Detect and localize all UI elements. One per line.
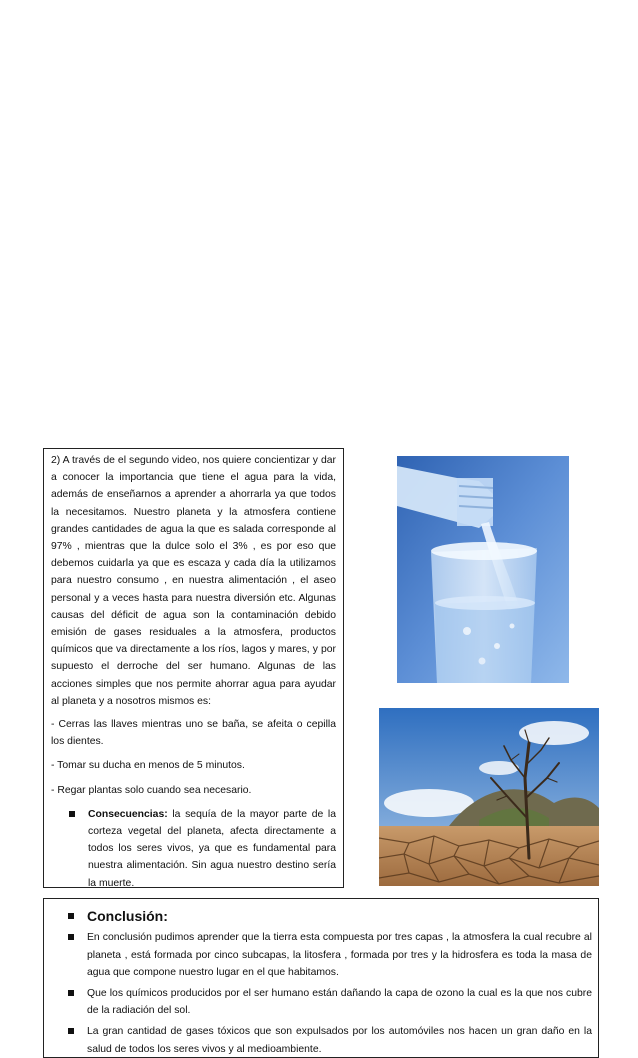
conclusion-item-2: Que los químicos producidos por el ser humano están dañando la capa de ozono la cual es la que nos cubre de la radiación del sol. bbox=[87, 985, 592, 1020]
conclusion-item-3: La gran cantidad de gases tóxicos que son expulsados por los automóviles nos hacen un gran daño en la salud de todos los seres vivos y al medioambiente. bbox=[87, 1023, 592, 1058]
conclusion-box bbox=[43, 898, 599, 1058]
section2-intro: 2) A través de el segundo video, nos quiere concientizar y dar a conocer la importancia que tiene el agua para la vida, además de enseñarnos a aprender a ahorrarla ya que todos la necesitamos. Nuestro planeta y la atmosfera contiene grandes cantidades de agua la que es salada corresponde al 97% , mientras que la dulce solo el 3% , es por eso que debemos cuidarla ya que es escaza y cada día la utilizamos para nuestro consumo , en nuestra alimentación , el aseo personal y a veces hasta para nuestra diversión etc. Algunas causas del déficit de agua son la contaminación debido emisión de gases residuales a la atmosfera, productos químicos que va directamente a los ríos, lagos y mares, y por supuesto el derroche del ser humano. Algunas de las acciones simples que nos permite ahorrar agua para ayudar al planeta y a nosotros mismos es: bbox=[51, 455, 336, 707]
consequences-item bbox=[88, 806, 336, 892]
consequences-label: Consecuencias: bbox=[88, 808, 168, 820]
consequences-text: la sequía de la mayor parte de la corteza vegetal del planeta, afecta directamente a todos los seres vivos, ya que es fundamental para nuestra alimentación. Sin agua nuestro destino sería la muerte. bbox=[88, 808, 336, 889]
conclusion-item-1: En conclusión pudimos aprender que la tierra esta compuesta por tres capas , la atmosfera la cual recubre al planeta , está formada por cinco subcapas, la litosfera , formada por tres y la hidrosfera es toda la masa de agua que compone nuestro lugar en el que habitamos. bbox=[87, 929, 592, 982]
action-item-1: - Cerras las llaves mientras uno se baña, se afeita o cepilla los dientes. bbox=[51, 719, 336, 748]
conclusion-heading: Conclusión: bbox=[87, 906, 592, 926]
conclusion-list bbox=[50, 906, 592, 1058]
water-section-box bbox=[43, 448, 344, 888]
action-item-3: - Regar plantas solo cuando sea necesario. bbox=[51, 784, 252, 796]
dry-tree-drought-image bbox=[379, 708, 599, 886]
consequences-list bbox=[51, 806, 336, 892]
action-item-2: - Tomar su ducha en menos de 5 minutos. bbox=[51, 760, 245, 772]
water-pouring-image bbox=[397, 456, 569, 683]
